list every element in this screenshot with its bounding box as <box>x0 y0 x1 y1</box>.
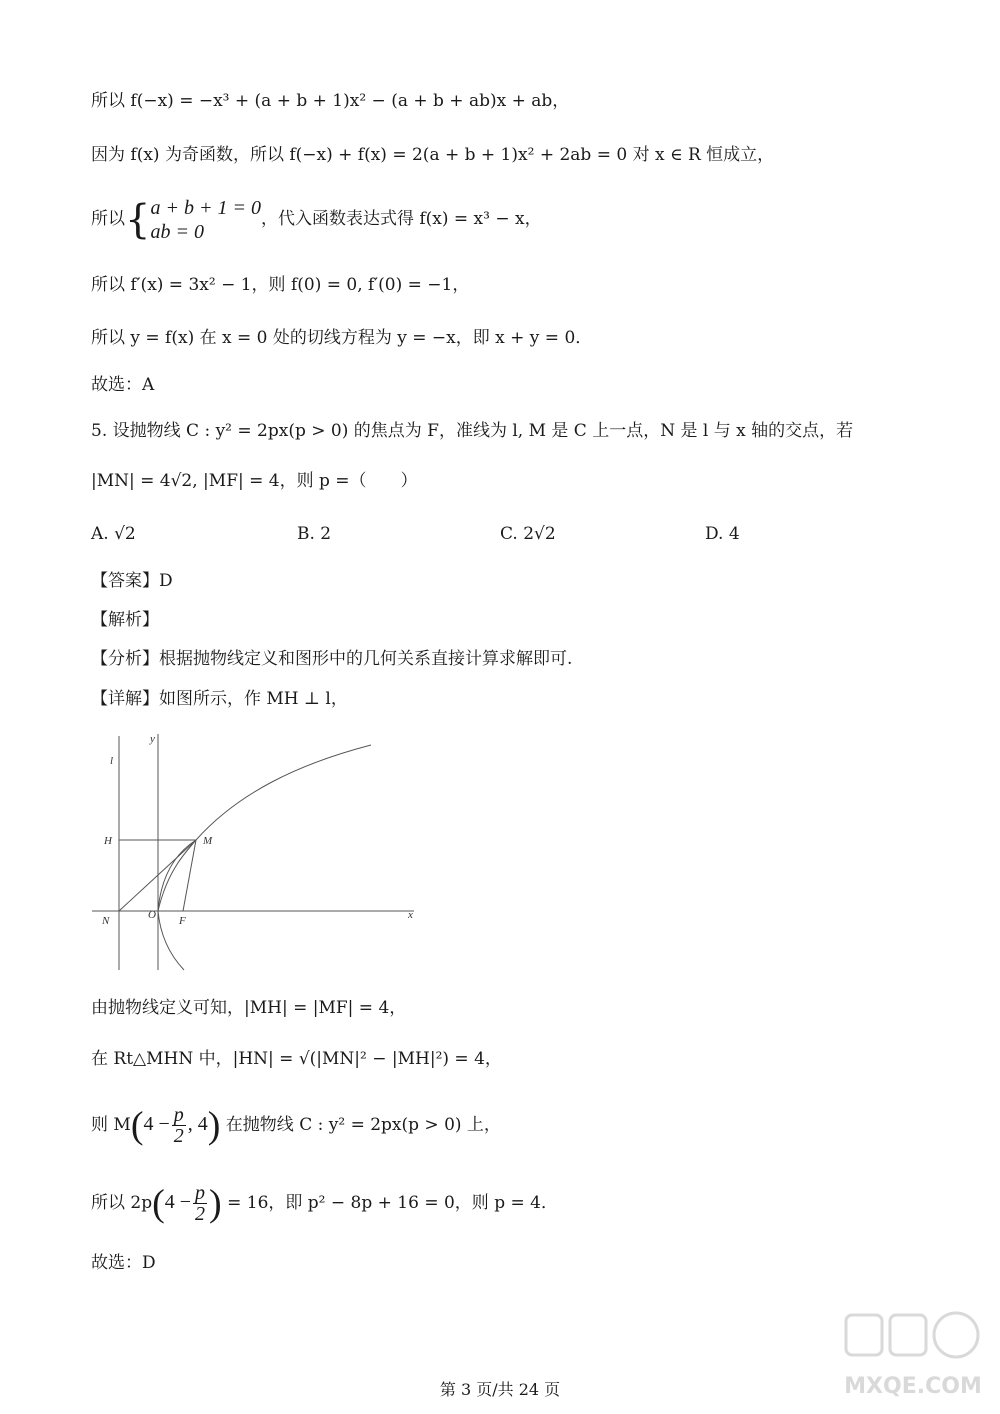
label-l: l <box>110 755 114 767</box>
label-o: O <box>148 909 156 921</box>
label-m: M <box>203 835 213 847</box>
solution-choose-d: 故选：D <box>91 1253 156 1273</box>
line-odd-function: 因为 f(x) 为奇函数，所以 f(−x) + f(x) = 2(a + b + 1)x² + 2ab = 0 对 x ∈ R 恒成立， <box>91 145 775 165</box>
label-n: N <box>102 915 110 927</box>
point-m-x-a: 4 − <box>143 1113 170 1135</box>
fraction-denominator: 2 <box>173 1125 184 1147</box>
parabola-figure <box>88 728 428 978</box>
option-c: C. 2√2 <box>500 524 556 544</box>
parabola-upper <box>158 745 371 911</box>
watermark-text: MXQE.COM <box>844 1374 982 1399</box>
question-stem-2: |MN| = 4√2, |MF| = 4，则 p =（ ） <box>91 471 418 491</box>
line-derivative: 所以 f′(x) = 3x² − 1，则 f(0) = 0, f′(0) = −1， <box>91 275 470 295</box>
option-a: A. √2 <box>91 524 136 544</box>
label-h: H <box>104 835 112 847</box>
equation-suffix: = 16，即 p² − 8p + 16 = 0，则 p = 4． <box>221 1193 558 1213</box>
option-d: D. 4 <box>705 524 740 544</box>
option-b: B. 2 <box>297 524 332 544</box>
fraction-numerator: p <box>173 1104 184 1126</box>
fraction-p-over-2 <box>172 1105 186 1146</box>
equation-open-paren: ( <box>152 1182 165 1225</box>
label-f: F <box>179 915 186 927</box>
detail-text: 【详解】如图所示，作 MH ⊥ l， <box>91 689 348 709</box>
line-choose-a: 故选：A <box>91 375 155 395</box>
left-brace: { <box>125 196 151 243</box>
fraction-denominator-b: 2 <box>195 1203 206 1225</box>
question-stem-1: 5. 设抛物线 C : y² = 2px(p > 0) 的焦点为 F，准线为 l, M 是 C 上一点，N 是 l 与 x 轴的交点，若 <box>91 421 854 441</box>
point-close-paren: ) <box>207 1104 221 1147</box>
analysis-heading: 【解析】 <box>91 610 159 630</box>
answer-label: 【答案】D <box>91 571 173 591</box>
equation-close-paren: ) <box>209 1182 222 1225</box>
fraction-numerator-b: p <box>195 1182 206 1204</box>
point-m-suffix: 在抛物线 C : y² = 2px(p > 0) 上， <box>220 1115 501 1135</box>
solution-equation <box>91 1178 558 1228</box>
page-footer: 第 3 页/共 24 页 <box>439 1380 561 1399</box>
equation-prefix: 所以 2p <box>91 1193 153 1213</box>
solution-point-m <box>91 1100 501 1150</box>
line-f-neg-x: 所以 f(−x) = −x³ + (a + b + 1)x² − (a + b + ab)x + ab， <box>91 91 570 111</box>
label-x: x <box>408 909 413 921</box>
equation-system <box>150 196 261 244</box>
system-suffix: ，代入函数表达式得 f(x) = x³ − x， <box>260 209 542 229</box>
point-open-paren: ( <box>130 1104 144 1147</box>
point-m-y: , 4 <box>187 1113 208 1135</box>
point-m-prefix: 则 M <box>91 1115 131 1135</box>
system-prefix: 所以 <box>91 209 125 229</box>
equation-2: ab = 0 <box>150 220 204 243</box>
line-tangent: 所以 y = f(x) 在 x = 0 处的切线方程为 y = −x，即 x + y = 0． <box>91 328 593 348</box>
fraction-p-over-2-b <box>193 1183 207 1224</box>
analysis-text: 【分析】根据抛物线定义和图形中的几何关系直接计算求解即可. <box>91 649 573 669</box>
solution-triangle: 在 Rt△MHN 中，|HN| = √(|MN|² − |MH|²) = 4， <box>91 1049 502 1069</box>
equation-1: a + b + 1 = 0 <box>150 196 261 219</box>
equation-four-minus: 4 − <box>164 1191 192 1213</box>
line-system <box>91 194 542 244</box>
label-y: y <box>150 733 155 745</box>
parabola-near-vertex <box>158 840 196 911</box>
solution-definition: 由抛物线定义可知，|MH| = |MF| = 4， <box>91 998 407 1018</box>
